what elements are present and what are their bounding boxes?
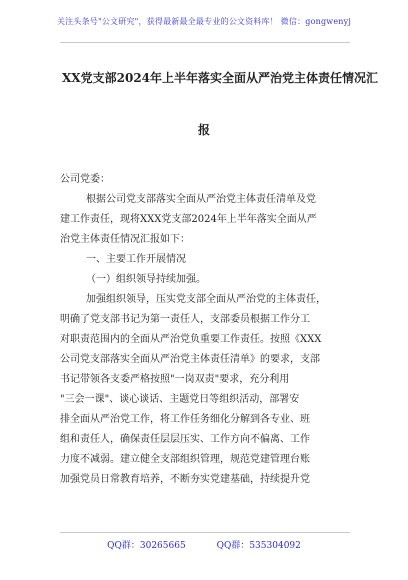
paragraph-line: 公司党支部落实全面从严治党主体责任清单》的要求，支部 bbox=[60, 354, 320, 365]
paragraph-line: 明确了党支部书记为第一责任人，支部委员根据工作分工 bbox=[60, 314, 310, 325]
document-title-line-2: 报 bbox=[197, 123, 210, 137]
section-heading: 一、主要工作开展情况 bbox=[86, 254, 186, 265]
header-divider bbox=[60, 42, 350, 43]
paragraph-line: 对职责范围内的全面从严治党负重要工作责任。按照《XXX bbox=[60, 334, 322, 345]
header-banner: 关注头条号"公文研究"，获得最新最全最专业的公文资料库！ 微信：gongwenyj bbox=[56, 17, 352, 26]
footer-qq-group-1: QQ群：30265665 bbox=[107, 541, 186, 551]
salutation: 公司党委： bbox=[60, 174, 110, 185]
paragraph-line: 加强组织领导，压实党支部全面从严治党的主体责任， bbox=[86, 294, 326, 305]
footer-qq-group-2: QQ群：535304092 bbox=[216, 541, 301, 551]
paragraph-line: 根据公司党支部落实全面从严治党主体责任清单及党 bbox=[86, 194, 316, 205]
document-body bbox=[60, 170, 352, 490]
subsection-heading: （一）组织领导持续加强。 bbox=[86, 274, 206, 285]
footer-divider bbox=[60, 532, 350, 533]
paragraph-line: 治党主体责任情况汇报如下： bbox=[60, 234, 190, 245]
paragraph-line: 加强党员日常教育培养，不断夯实党建基础，持续提升党 bbox=[60, 474, 310, 485]
paragraph-line: 组和责任人，确保责任层层压实、工作方向不偏离、工作 bbox=[60, 434, 310, 445]
paragraph-line: "三会一课"、谈心谈话、主题党日等组织活动，部署安 bbox=[60, 394, 300, 405]
paragraph-line: 力度不减弱。建立健全支部组织管理，规范党建管理台账 bbox=[60, 454, 310, 465]
paragraph-line: 建工作责任，现将XXX党支部2024年上半年落实全面从严 bbox=[60, 214, 317, 225]
document-title-line-1: XX党支部2024年上半年落实全面从严治党主体责任情况汇 bbox=[62, 71, 379, 85]
footer bbox=[0, 538, 408, 551]
paragraph-line: 书记带领各支委严格按照"一岗双责"要求，充分利用 bbox=[60, 374, 290, 385]
paragraph-line: 排全面从严治党工作，将工作任务细化分解到各专业、班 bbox=[60, 414, 310, 425]
